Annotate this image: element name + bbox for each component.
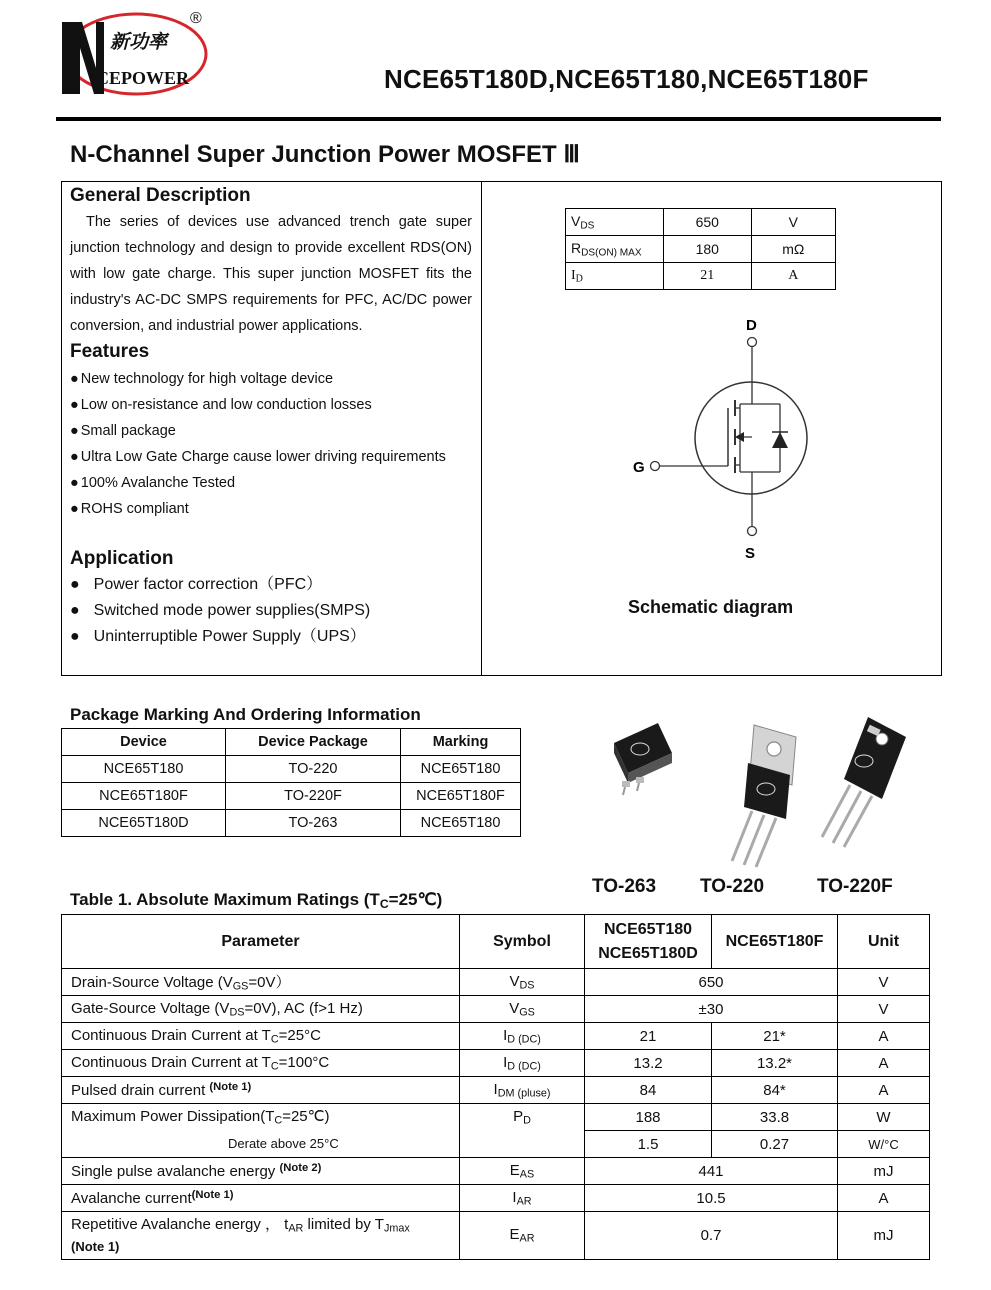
symbol-cell: $I_{DM (pluse)}$ — [460, 1077, 585, 1104]
column-header: Device — [62, 729, 226, 756]
ncepower-logo — [58, 8, 208, 100]
spec-unit: mΩ — [751, 236, 835, 263]
parameter-cell: Derate above 25°C — [62, 1131, 460, 1158]
table-cell: NCE65T180D — [62, 810, 226, 837]
feature-item: ● Ultra Low Gate Charge cause lower driving requirements — [70, 444, 446, 470]
table-row — [62, 1212, 930, 1260]
value-cell: ±30 — [585, 996, 838, 1023]
table-row — [62, 1050, 930, 1077]
column-header: Symbol — [460, 915, 585, 969]
parameter-cell: Continuous Drain Current at $T_C=100^\circ C$ — [62, 1050, 460, 1077]
parameter-cell: Drain-Source Voltage $(V_{GS}=0V)$ — [62, 969, 460, 996]
table-cell: NCE65T180F — [401, 783, 521, 810]
logo-chinese-text: 新功率 — [110, 31, 168, 53]
symbol-cell: $I_{AR}$ — [460, 1185, 585, 1212]
column-header: Device Package — [226, 729, 401, 756]
table-row — [62, 810, 521, 837]
spec-symbol: $I_D$ — [566, 263, 664, 290]
symbol-cell: $P_D$ — [460, 1104, 585, 1131]
column-header: Marking — [401, 729, 521, 756]
symbol-cell: $V_{GS}$ — [460, 996, 585, 1023]
package-marking-table — [61, 728, 521, 837]
feature-item: ● Small package — [70, 418, 446, 444]
spec-value: 180 — [664, 236, 752, 263]
table-cell: NCE65T180 — [62, 756, 226, 783]
gate-label: G — [633, 459, 645, 476]
abs-max-ratings-heading: Table 1. Absolute Maximum Ratings $(T_C=25℃)$ — [70, 890, 443, 912]
feature-item: ● ROHS compliant — [70, 496, 446, 522]
mosfet-schematic — [620, 312, 820, 572]
parameter-cell: Repetitive Avalanche energy ， $t_{AR}$ limited by $T_{Jmax}$ (Note 1) — [62, 1212, 460, 1260]
spec-value: 21 — [664, 263, 752, 290]
table-row — [62, 969, 930, 996]
value-cell: 84 — [585, 1077, 712, 1104]
table-cell: NCE65T180 — [401, 810, 521, 837]
spec-unit: V — [751, 209, 835, 236]
table-row — [62, 1185, 930, 1212]
table-cell: NCE65T180 — [401, 756, 521, 783]
package-label-to263: TO-263 — [592, 876, 657, 897]
value-cell: 21* — [712, 1023, 838, 1050]
value-cell: 0.7 — [585, 1212, 838, 1260]
unit-cell: A — [838, 1185, 930, 1212]
unit-cell: mJ — [838, 1158, 930, 1185]
value-cell: 33.8 — [712, 1104, 838, 1131]
value-cell: 441 — [585, 1158, 838, 1185]
features-heading: Features — [70, 341, 150, 362]
symbol-cell: $I_{D (DC)}$ — [460, 1050, 585, 1077]
table-row — [566, 263, 836, 290]
package-label-to220: TO-220 — [700, 876, 765, 897]
symbol-cell: $E_{AS}$ — [460, 1158, 585, 1185]
abs-max-ratings-table — [61, 914, 930, 1260]
unit-cell: W/°C — [838, 1131, 930, 1158]
column-header: NCE65T180 NCE65T180D — [585, 915, 712, 969]
value-cell: 13.2 — [585, 1050, 712, 1077]
unit-cell: W — [838, 1104, 930, 1131]
value-cell: 1.5 — [585, 1131, 712, 1158]
general-description-heading: General Description — [70, 185, 251, 206]
symbol-cell: $E_{AR}$ — [460, 1212, 585, 1260]
parameter-cell: Pulsed drain current $^{(Note 1)}$ — [62, 1077, 460, 1104]
symbol-cell — [460, 1131, 585, 1158]
drain-label: D — [746, 317, 757, 334]
table-cell: TO-220F — [226, 783, 401, 810]
header-divider — [56, 117, 941, 121]
parameter-cell: Avalanche current$^{(Note 1)}$ — [62, 1185, 460, 1212]
registered-mark: ® — [190, 10, 202, 27]
feature-item: ● New technology for high voltage device — [70, 366, 446, 392]
schematic-caption: Schematic diagram — [628, 597, 794, 617]
spec-unit: A — [751, 263, 835, 290]
column-header: Unit — [838, 915, 930, 969]
table-row — [62, 783, 521, 810]
application-item: ● Switched mode power supplies(SMPS) — [70, 598, 370, 624]
table-cell: TO-220 — [226, 756, 401, 783]
table-cell: NCE65T180F — [62, 783, 226, 810]
table-header-row — [62, 729, 521, 756]
unit-cell: V — [838, 969, 930, 996]
overview-divider — [481, 181, 482, 676]
logo-brand-text: CEPOWER — [96, 68, 190, 88]
value-cell: 10.5 — [585, 1185, 838, 1212]
general-description-text: The series of devices use advanced trench gate super junction technology and design to provide excellent RDS(ON) with low gate charge. This super junction MOSFET fits the industry's AC-DC SMPS requirements for PFC, AC/DC power conversion, and industrial power applications. — [70, 214, 472, 334]
source-label: S — [745, 545, 756, 562]
unit-cell: mJ — [838, 1212, 930, 1260]
parameter-cell: Maximum Power $Dissipation(T_C=25℃)$ — [62, 1104, 460, 1131]
to263-package-image — [614, 723, 672, 795]
spec-value: 650 — [664, 209, 752, 236]
parameter-cell: Single pulse avalanche energy $^{(Note 2)}$ — [62, 1158, 460, 1185]
column-header: Parameter — [62, 915, 460, 969]
symbol-cell: $V_{DS}$ — [460, 969, 585, 996]
to220-package-image — [732, 725, 796, 867]
key-specs-table — [565, 208, 836, 290]
spec-symbol: $R_{DS(ON) MAX}$ — [566, 236, 664, 263]
parameter-cell: Gate-Source Voltage $(V_{DS}=0V)$, AC (f>1 Hz) — [62, 996, 460, 1023]
table-header-row — [62, 915, 930, 969]
value-cell: 13.2* — [712, 1050, 838, 1077]
value-cell: 0.27 — [712, 1131, 838, 1158]
document-title: N-Channel Super Junction Power MOSFET Ⅲ — [70, 141, 580, 168]
table-row — [62, 1158, 930, 1185]
table-row — [62, 996, 930, 1023]
value-cell: 650 — [585, 969, 838, 996]
value-cell: 84* — [712, 1077, 838, 1104]
table-row — [566, 209, 836, 236]
column-header: NCE65T180F — [712, 915, 838, 969]
table-row — [566, 236, 836, 263]
feature-item: ● 100% Avalanche Tested — [70, 470, 446, 496]
parameter-cell: Continuous Drain Current at $T_C=25^\circ C$ — [62, 1023, 460, 1050]
table-row — [62, 1131, 930, 1158]
unit-cell: A — [838, 1050, 930, 1077]
application-item: ● Power factor correction（PFC） — [70, 572, 370, 598]
unit-cell: A — [838, 1023, 930, 1050]
feature-item: ● Low on-resistance and low conduction losses — [70, 392, 446, 418]
application-heading: Application — [70, 548, 174, 569]
to220f-package-image — [822, 717, 906, 847]
package-photos — [600, 715, 930, 870]
part-numbers-title: NCE65T180D,NCE65T180,NCE65T180F — [384, 64, 869, 94]
application-item: ● Uninterruptible Power Supply（UPS） — [70, 624, 370, 650]
table-row — [62, 756, 521, 783]
table-row — [62, 1023, 930, 1050]
spec-symbol: $V_{DS}$ — [566, 209, 664, 236]
package-label-to220f: TO-220F — [817, 876, 893, 897]
unit-cell: V — [838, 996, 930, 1023]
package-info-heading: Package Marking And Ordering Information — [70, 705, 421, 724]
value-cell: 21 — [585, 1023, 712, 1050]
features-list — [70, 366, 446, 522]
unit-cell: A — [838, 1077, 930, 1104]
table-cell: TO-263 — [226, 810, 401, 837]
application-list — [70, 572, 370, 650]
symbol-cell: $I_{D (DC)}$ — [460, 1023, 585, 1050]
table-row — [62, 1104, 930, 1131]
table-row — [62, 1077, 930, 1104]
value-cell: 188 — [585, 1104, 712, 1131]
